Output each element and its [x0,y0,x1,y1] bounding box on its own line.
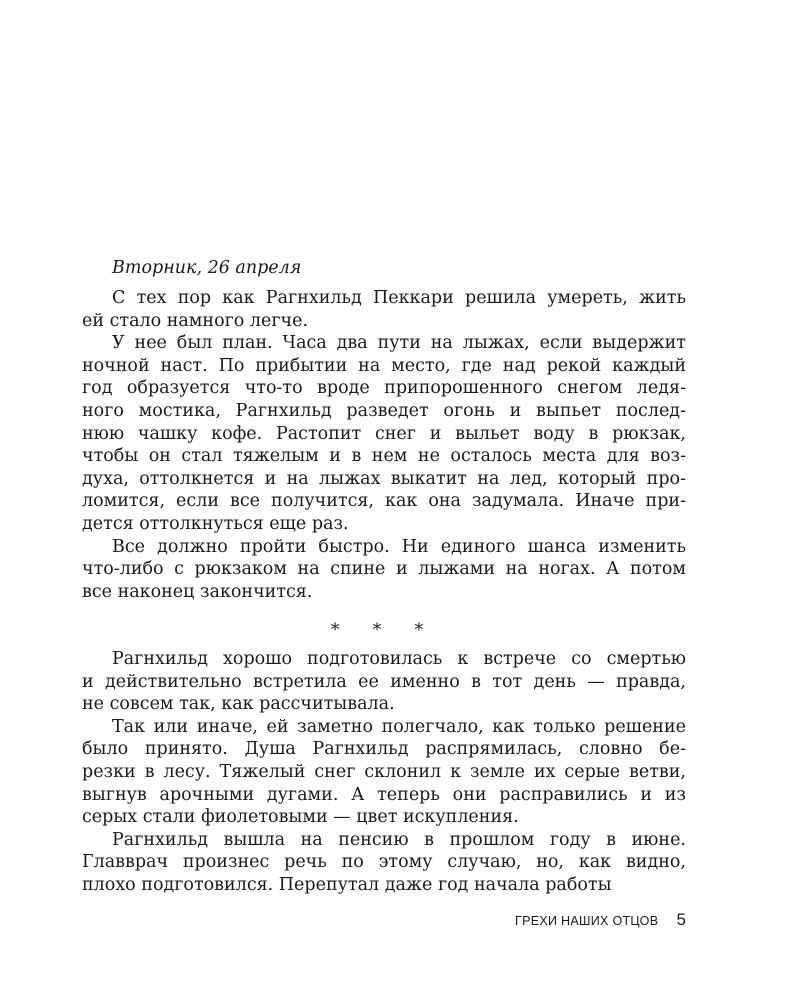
text-line: резки в лесу. Тяжелый снег склонил к земле их серые ветви, [82,761,686,782]
paragraph [82,716,686,829]
running-footer [515,910,686,930]
text-line: не совсем так, как рассчитывала. [82,694,395,715]
text-line: У нее был план. Часа два пути на лыжах, если выдержит [112,333,686,354]
text-block-1 [82,287,686,603]
text-line: ломится, если все получится, как она задумала. Иначе при- [82,491,686,512]
text-line: ночной наст. По прибытии на место, где над рекой каждый [82,355,686,376]
book-page [82,0,686,1000]
page-number: 5 [676,910,686,929]
text-line: Так или иначе, ей заметно полегчало, как только решение [112,716,686,737]
text-block-2 [82,648,686,897]
text-line: ного мостика, Рагнхильд разведет огонь и выпьет послед- [82,400,686,421]
text-line: С тех пор как Рагнхильд Пеккари решила умереть, жить [112,288,686,308]
text-line: и действительно встретила ее именно в тот день — правда, [82,671,686,692]
text-line: год образуется что-то вроде припорошенного снегом ледя- [82,378,686,399]
text-line: нюю чашку кофе. Растопит снег и выльет воду в рюкзак, [82,423,686,444]
text-line: плохо подготовился. Перепутал даже год начала работы [82,874,612,895]
paragraph [82,829,686,897]
text-line: было принято. Душа Рагнхильд распрямилась, словно бе- [82,739,686,760]
text-line: ей стало намного легче. [82,310,309,331]
text-line: Все должно пройти быстро. Ни единого шанса изменить [112,536,686,557]
paragraph [82,332,686,535]
text-line: дется оттолкнуться еще раз. [82,513,349,534]
section-separator: * * * [330,620,438,640]
text-line: Рагнхильд хорошо подготовилась к встрече со смертью [112,649,686,669]
text-line: выгнув арочными дугами. А теперь они расправились и из [82,784,686,805]
chapter-dateline: Вторник, 26 апреля [112,258,302,278]
text-line: серых стали фиолетовыми — цвет искупления. [82,807,519,828]
text-line: чтобы он стал тяжелым и в нем не осталось места для воз- [82,446,686,467]
text-line: что-либо с рюкзаком на спине и лыжами на ногах. А потом [82,559,686,580]
paragraph [82,536,686,604]
paragraph [82,648,686,716]
running-title: ГРЕХИ НАШИХ ОТЦОВ [515,914,659,928]
text-line: Рагнхильд вышла на пенсию в прошлом году в июне. [112,829,686,850]
text-line: все наконец закончится. [82,581,313,602]
paragraph [82,287,686,332]
text-line: духа, оттолкнется и на лыжах выкатит на лед, который про- [82,468,686,489]
text-line: Главврач произнес речь по этому случаю, но, как видно, [82,852,686,873]
